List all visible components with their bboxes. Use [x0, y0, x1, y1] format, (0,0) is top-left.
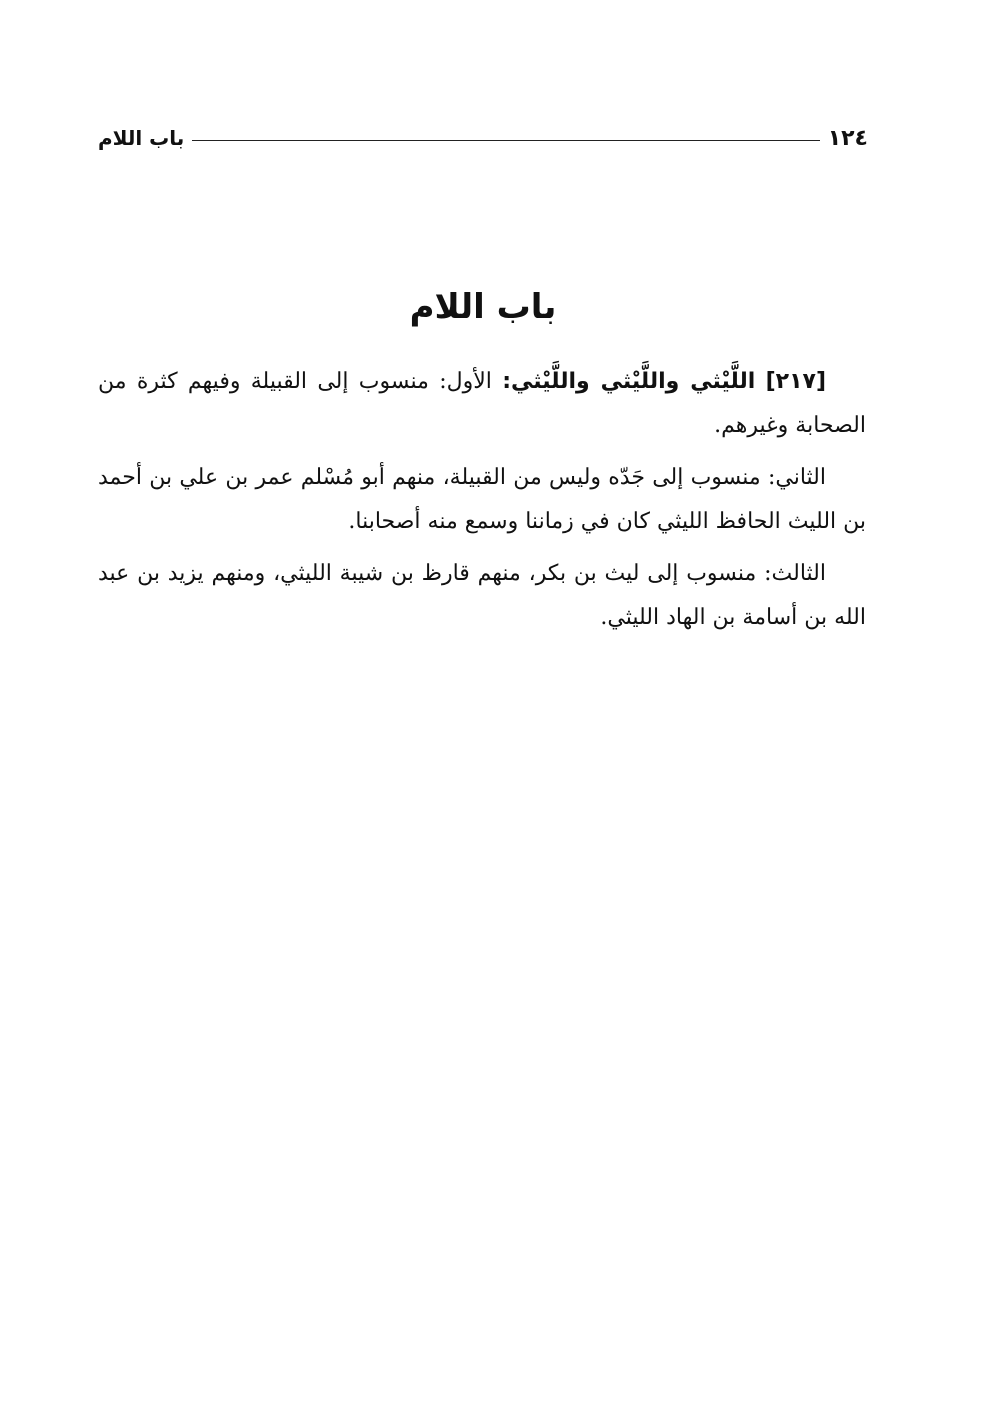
page-number: ١٢٤	[827, 125, 868, 151]
running-header	[98, 120, 868, 156]
entry-heading: اللَّيْثي واللَّيْثي واللَّيْثي	[511, 369, 756, 394]
entry-paragraph: الثالث: منسوب إلى ليث بن بكر، منهم قارظ بن شيبة الليثي، ومنهم يزيد بن عبد الله بن أسامة بن الهاد الليثي.	[98, 561, 866, 630]
entry-body	[98, 360, 866, 648]
chapter-title: باب اللام	[409, 287, 557, 327]
header-rule	[192, 140, 819, 141]
entry-heading-colon: :	[502, 369, 511, 394]
entry-paragraph-first	[98, 360, 866, 448]
entry-paragraph: الثاني: منسوب إلى جَدّه وليس من القبيلة، منهم أبو مُسْلم عمر بن علي بن أحمد بن الليث الحافظ الليثي كان في زماننا وسمع منه أصحابنا.	[98, 465, 866, 534]
running-header-title: باب اللام	[98, 126, 185, 150]
entry-paragraph-text: الأول: منسوب إلى القبيلة وفيهم كثرة من الصحابة وغيرهم.	[98, 369, 866, 438]
entry-number: [٢١٧]	[765, 369, 826, 394]
